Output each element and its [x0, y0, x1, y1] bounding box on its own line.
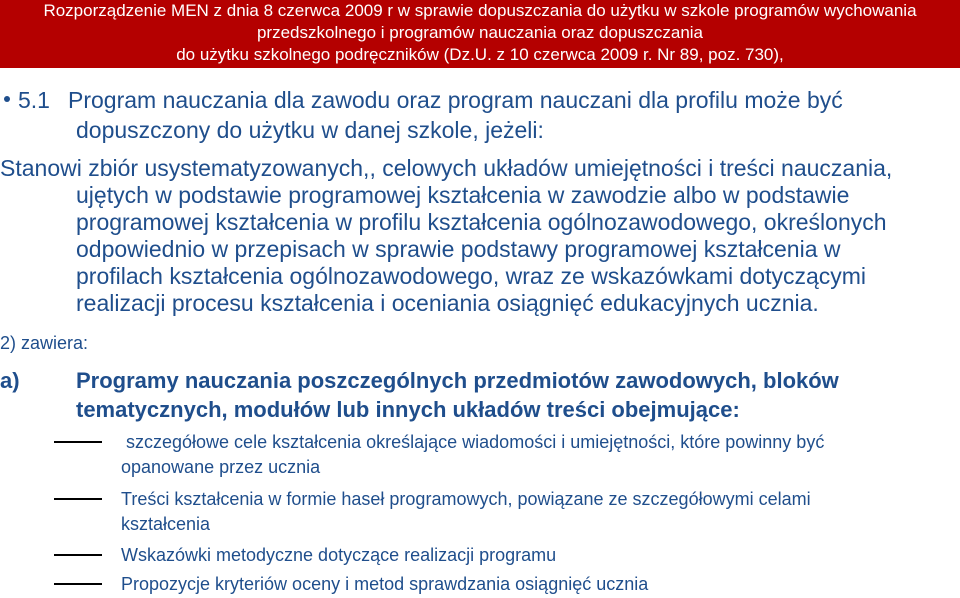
header-line-1: Rozporządzenie MEN z dnia 8 czerwca 2009 r w sprawie dopuszczania do użytku w szkole programów wychowania: [43, 1, 917, 20]
definition-line-1: Stanowi zbiór usystematyzowanych,, celowych układów umiejętności i treści nauczania,: [0, 155, 893, 181]
dash-icon: [54, 441, 102, 443]
header-line-2: przedszkolnego i programów nauczania oraz dopuszczania: [256, 23, 704, 42]
definition-line-2: ujętych w podstawie programowej kształcenia w zawodzie albo w podstawie: [76, 182, 850, 208]
definition-line-6: realizacji procesu kształcenia i oceniania osiągnięć edukacyjnych ucznia.: [76, 290, 819, 316]
sub-item-1-line-2: opanowane przez ucznia: [121, 457, 321, 477]
point-2-label: 2) zawiera:: [0, 333, 89, 353]
point-a-marker: a): [0, 368, 20, 393]
section-number: 5.1: [18, 87, 50, 113]
sub-item-1-line-1: szczegółowe cele kształcenia określające wiadomości i umiejętności, które powinny być: [126, 432, 825, 452]
definition-line-5: profilach kształcenia ogólnozawodowego, wraz ze wskazówkami dotyczącymi: [76, 263, 867, 289]
section-title-line-2: dopuszczony do użytku w danej szkole, jeżeli:: [76, 117, 544, 143]
sub-item-2-line-1: Treści kształcenia w formie haseł programowych, powiązane ze szczegółowymi celami: [121, 489, 811, 509]
section-bullet-icon: [4, 96, 10, 102]
definition-line-4: odpowiednio w przepisach w sprawie podstawy programowej kształcenia w: [76, 236, 841, 262]
dash-icon: [54, 583, 102, 585]
dash-icon: [54, 498, 102, 500]
header-banner: [0, 0, 960, 68]
header-line-3: do użytku szkolnego podręczników (Dz.U. z 10 czerwca 2009 r. Nr 89, poz. 730),: [176, 45, 784, 64]
sub-item-2-line-2: kształcenia: [121, 514, 211, 534]
sub-item-4-line-1: Propozycje kryteriów oceny i metod sprawdzania osiągnięć ucznia: [121, 574, 649, 594]
point-a-line-2: tematycznych, modułów lub innych układów treści obejmujące:: [76, 397, 740, 422]
point-a-line-1: Programy nauczania poszczególnych przedmiotów zawodowych, bloków: [76, 368, 839, 393]
dash-icon: [54, 554, 102, 556]
section-title-line-1: Program nauczania dla zawodu oraz program nauczani dla profilu może być: [68, 87, 843, 113]
sub-item-3-line-1: Wskazówki metodyczne dotyczące realizacji programu: [121, 545, 557, 565]
definition-line-3: programowej kształcenia w profilu kształcenia ogólnozawodowego, określonych: [76, 209, 887, 235]
